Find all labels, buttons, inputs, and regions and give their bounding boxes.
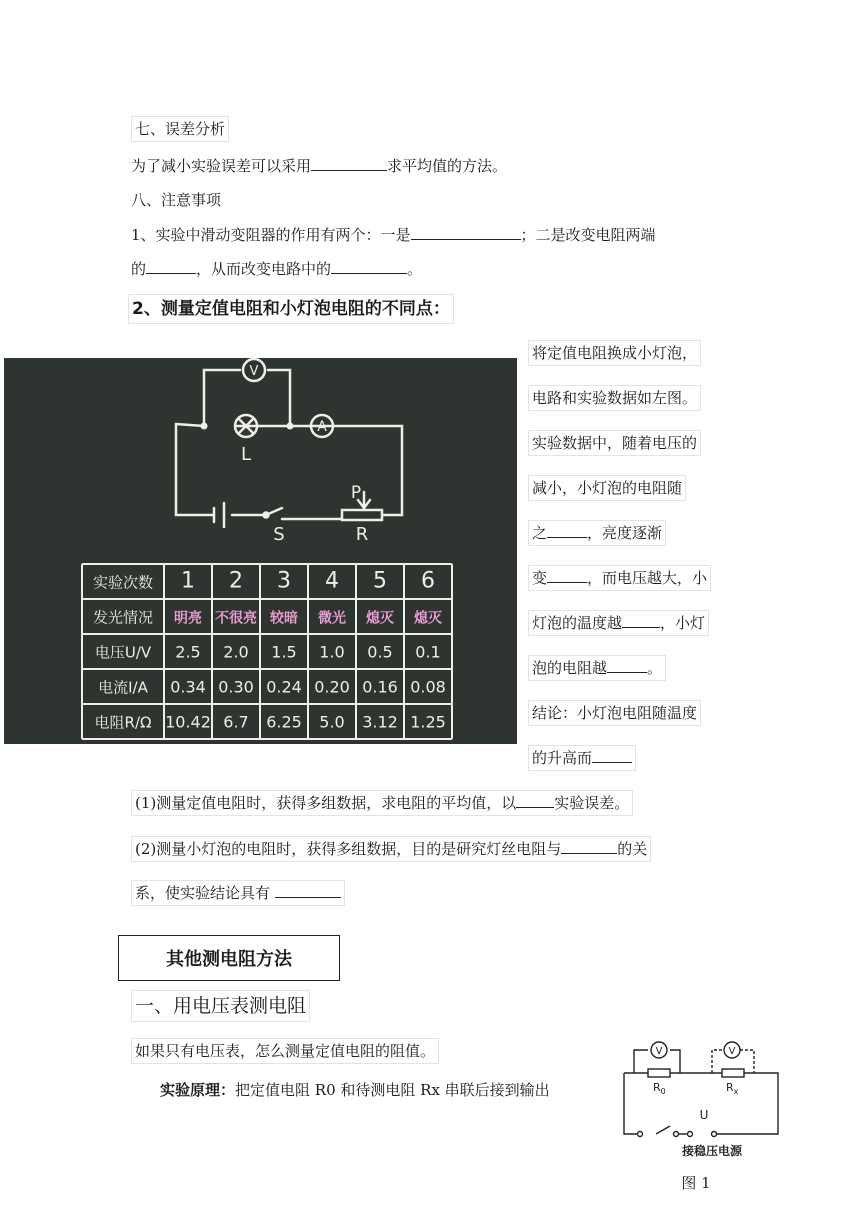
data-table	[82, 564, 452, 739]
table-header-cell: 实验次数	[92, 573, 154, 592]
table-header-cell: 4	[325, 568, 339, 594]
table-cell: 不很亮	[215, 610, 257, 627]
section-heading-8: 八、注意事项	[131, 191, 222, 209]
right-column-line	[528, 385, 701, 411]
table-cell: 0.5	[367, 642, 393, 662]
table-cell: 0.34	[170, 677, 206, 697]
note-2	[131, 836, 651, 862]
text: ，而电压越大，小	[587, 569, 708, 587]
table-cell: 6.7	[223, 712, 249, 732]
blank	[547, 521, 587, 538]
note-2-cont	[131, 880, 345, 906]
ammeter-label: A	[317, 419, 327, 435]
principle-label: 实验原理：	[160, 1081, 236, 1099]
text: 。	[647, 659, 663, 677]
text: ，从而改变电路中的	[196, 260, 332, 278]
fig1-rx-label: $R_x$	[726, 1081, 739, 1096]
table-cell: 0.08	[410, 677, 446, 697]
right-column-line	[528, 340, 701, 366]
text: 的升高而	[532, 749, 593, 767]
blank	[592, 746, 632, 763]
note-1	[131, 790, 633, 816]
fig1-voltmeter2-label: V	[728, 1046, 736, 1057]
table-cell: 2.0	[223, 642, 249, 662]
table-cell: 10.42	[165, 712, 211, 732]
text: 1、实验中滑动变阻器的作用有两个：一是	[131, 226, 411, 244]
text: 灯泡的温度越	[532, 614, 623, 632]
right-column-line	[528, 520, 666, 546]
right-column-line	[528, 700, 701, 726]
fig1-u-label: U	[699, 1108, 709, 1122]
text: 实验误差。	[554, 794, 630, 812]
principle-line	[160, 1078, 550, 1102]
fig1-caption: 图 1	[681, 1174, 711, 1192]
blank	[607, 656, 647, 673]
section7-sentence	[131, 154, 507, 178]
fig1-source-label: 接稳压电源	[681, 1144, 743, 1158]
text: 减小，小灯泡的电阻随	[532, 479, 683, 497]
switch-label: S	[273, 524, 285, 545]
right-column-line	[528, 745, 636, 771]
table-cell: 0.16	[362, 677, 398, 697]
blank	[275, 881, 341, 898]
section-heading-7: 七、误差分析	[131, 116, 229, 142]
text: 的关	[617, 840, 648, 858]
text: 结论：小灯泡电阻随温度	[532, 704, 698, 722]
lamp-label: L	[240, 444, 252, 465]
table-header-cell: 1	[181, 568, 195, 594]
table-cell: 电流I/A	[98, 678, 148, 697]
text: ；二是改变电阻两端	[520, 226, 656, 244]
text: 求平均值的方法。	[387, 157, 508, 175]
blank	[311, 154, 387, 171]
table-cell: 0.1	[415, 642, 441, 662]
chalkboard-photo	[4, 358, 517, 744]
note-item-1-line2	[131, 257, 422, 281]
table-cell: 5.0	[319, 712, 345, 732]
text: 之	[532, 524, 548, 542]
right-column-line	[528, 565, 711, 591]
fig1-r0-label: $R_0$	[653, 1081, 666, 1096]
table-cell: 1.25	[410, 712, 446, 732]
table-cell: 明亮	[174, 610, 202, 627]
table-cell: 2.5	[175, 642, 201, 662]
note-item-1-line1	[131, 223, 656, 247]
blank	[622, 611, 660, 628]
table-cell: 6.25	[266, 712, 302, 732]
right-column-line	[528, 655, 666, 681]
text: 变	[532, 569, 548, 587]
slider-label: P	[350, 483, 362, 503]
table-cell: 微光	[318, 610, 346, 627]
table-cell: 电压U/V	[94, 643, 152, 662]
table-header-cell: 5	[373, 568, 387, 594]
blank	[561, 837, 617, 854]
table-header-cell: 6	[421, 568, 435, 594]
voltmeter-label: V	[249, 364, 259, 379]
text: 的	[131, 260, 147, 278]
text: 泡的电阻越	[532, 659, 608, 677]
table-cell: 1.5	[271, 642, 297, 662]
text: 实验数据中，随着电压的	[532, 434, 698, 452]
text: 将定值电阻换成小灯泡，	[532, 344, 698, 362]
fig1-voltmeter-label: V	[655, 1046, 663, 1057]
text: (1)测量定值电阻时，获得多组数据，求电阻的平均值，以	[135, 794, 517, 812]
table-cell: 0.20	[314, 677, 350, 697]
right-column-line	[528, 610, 709, 636]
blank	[547, 566, 587, 583]
table-cell: 1.0	[319, 642, 345, 662]
blank	[146, 257, 196, 274]
other-methods-title: 其他测电阻方法	[118, 935, 340, 981]
table-cell: 熄灭	[414, 610, 442, 627]
question-text: 如果只有电压表，怎么测量定值电阻的阻值。	[131, 1038, 439, 1064]
blank	[411, 223, 521, 240]
text: ，亮度逐渐	[587, 524, 663, 542]
note-item-2-heading: 2、测量定值电阻和小灯泡电阻的不同点：	[128, 294, 454, 324]
table-cell: 3.12	[362, 712, 398, 732]
blank	[516, 791, 554, 808]
text: 。	[407, 260, 423, 278]
text: 系，使实验结论具有	[135, 884, 271, 902]
blank	[331, 257, 407, 274]
table-cell: 熄灭	[366, 610, 394, 627]
chalkboard-drawing	[4, 358, 517, 744]
rheostat-label: R	[355, 524, 369, 545]
table-cell: 0.24	[266, 677, 302, 697]
table-cell: 发光情况	[92, 608, 154, 627]
text: ，小灯	[660, 614, 706, 632]
table-cell: 较暗	[270, 610, 298, 627]
table-cell: 0.30	[218, 677, 254, 697]
table-cell: 电阻R/Ω	[94, 713, 152, 732]
table-header-cell: 2	[229, 568, 243, 594]
sub-heading-voltmeter-method: 一、用电压表测电阻	[131, 990, 310, 1022]
right-column-line	[528, 430, 701, 456]
text: 电路和实验数据如左图。	[532, 389, 698, 407]
principle-text: 把定值电阻 R0 和待测电阻 Rx 串联后接到输出	[235, 1081, 550, 1099]
figure-1-circuit	[616, 1038, 788, 1198]
figure-1	[616, 1038, 788, 1198]
table-header-cell: 3	[277, 568, 291, 594]
text: 为了减小实验误差可以采用	[131, 157, 312, 175]
right-column-line	[528, 475, 686, 501]
text: (2)测量小灯泡的电阻时，获得多组数据，目的是研究灯丝电阻与	[135, 840, 562, 858]
